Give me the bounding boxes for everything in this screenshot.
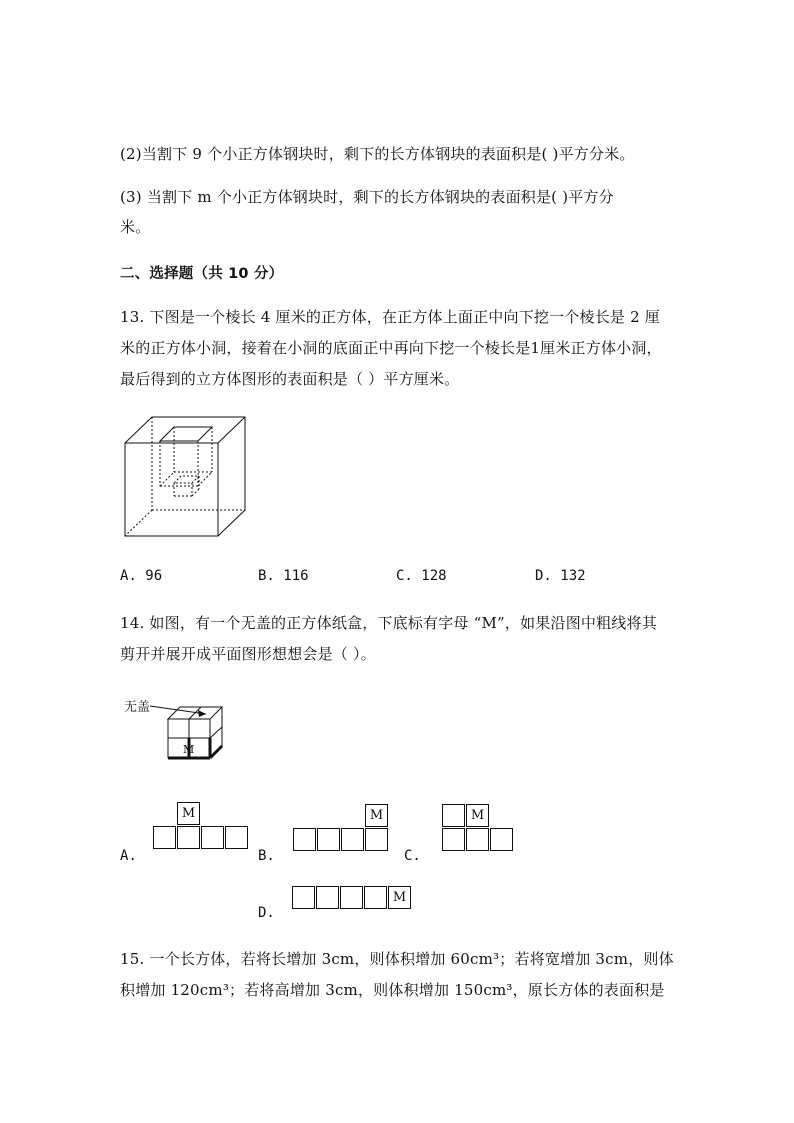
net-cell [153,826,176,849]
q14-option-a-net[interactable] [153,802,250,850]
q13-text-line2: 米的正方体小洞，接着在小洞的底面正中再向下挖一个棱长是1厘米正方体小洞， [120,339,662,357]
q14-option-b-net[interactable] [293,804,390,852]
net-cell: M [177,802,200,825]
q14-option-c-net[interactable] [442,804,517,852]
q14-figure-label: 无盖 [124,700,151,715]
q14-option-d-label[interactable]: D. [258,905,275,921]
net-cell [316,886,339,909]
q12-part3-text-line1: (3) 当割下 m 个小正方体钢块时，剩下的长方体钢块的表面积是( )平方分 [120,188,614,206]
net-cell [365,828,388,851]
net-cell [317,828,340,851]
q14-option-b-label[interactable]: B. [258,848,275,864]
q15-text-line2: 积增加 120cm³；若将高增加 3cm，则体积增加 150cm³，原长方体的表面积是 [120,981,665,999]
net-cell [442,828,465,851]
q13-option-b[interactable]: B. 116 [258,568,309,584]
net-cell [201,826,224,849]
net-cell [442,804,465,827]
q13-text-line3: 最后得到的立方体图形的表面积是（ ）平方厘米。 [120,370,460,388]
q13-option-c[interactable]: C. 128 [396,568,447,584]
net-cell [225,826,248,849]
q14-option-d-net[interactable] [292,886,413,910]
net-cell [293,828,316,851]
net-cell [292,886,315,909]
q14-text-line1: 14. 如图，有一个无盖的正方体纸盒，下底标有字母 “M”，如果沿图中粗线将其 [120,614,657,632]
net-cell [364,886,387,909]
q12-part3-text-line2: 米。 [120,218,151,236]
net-cell [466,828,489,851]
q14-box-figure [150,700,260,770]
net-cell [340,886,363,909]
q13-cube-figure [124,416,254,541]
q13-text-line1: 13. 下图是一个棱长 4 厘米的正方体，在正方体上面正中向下挖一个棱长是 2 厘 [120,308,660,326]
net-cell: M [388,886,411,909]
q12-part2-text: (2)当割下 9 个小正方体钢块时，剩下的长方体钢块的表面积是( )平方分米。 [120,145,635,163]
q15-text-line1: 15. 一个长方体，若将长增加 3cm，则体积增加 60cm³；若将宽增加 3cm，则体 [120,950,674,968]
net-cell [177,826,200,849]
q14-text-line2: 剪开并展开成平面图形想想会是（ ）。 [120,645,376,663]
q13-option-d[interactable]: D. 132 [535,568,586,584]
section-title-choice: 二、选择题（共 10 分） [120,266,284,282]
q14-option-a-label[interactable]: A. [120,848,137,864]
q14-box-letter: M [183,743,195,756]
net-cell: M [365,804,388,827]
q14-option-c-label[interactable]: C. [404,848,421,864]
net-cell: M [466,804,489,827]
q13-option-a[interactable]: A. 96 [120,568,163,584]
net-cell [490,828,513,851]
net-cell [341,828,364,851]
